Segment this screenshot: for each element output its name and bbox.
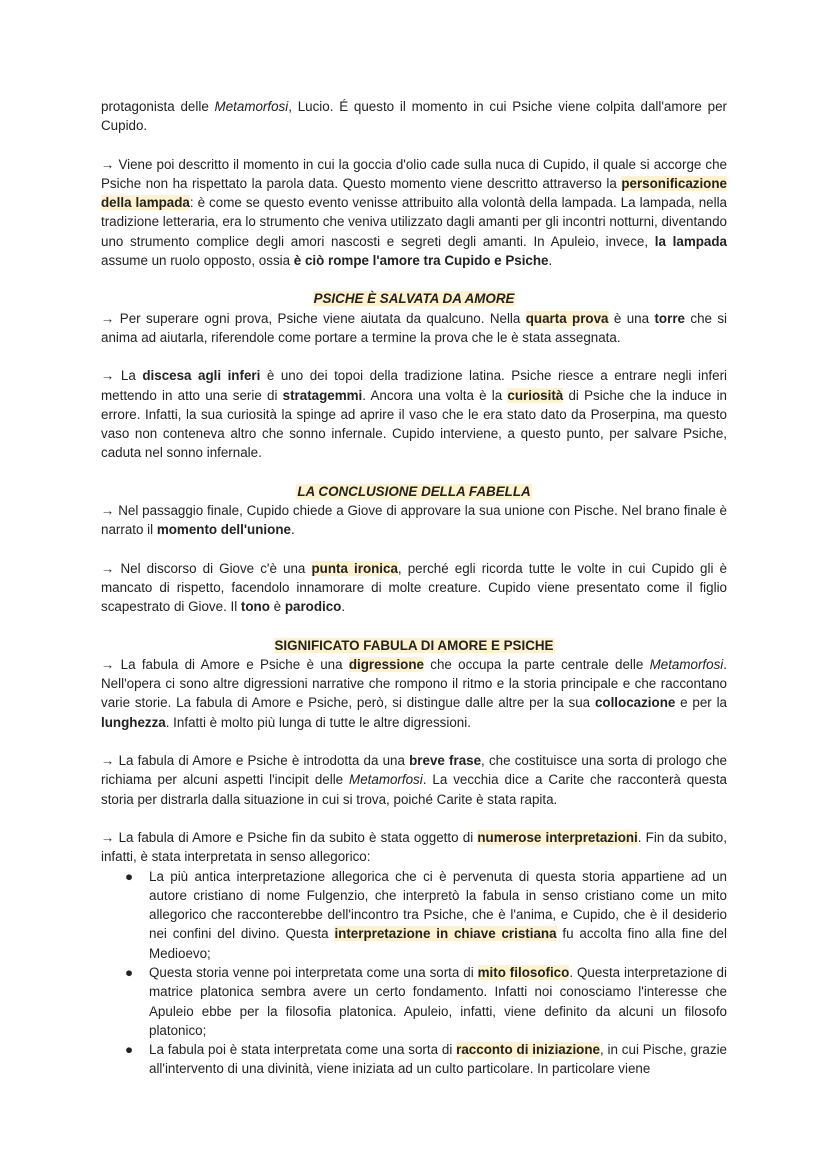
paragraph-digressione: → La fabula di Amore e Psiche è una digressione che occupa la parte centrale delle Metamorfosi. Nell'opera ci sono altre digressioni narrative che rompono il ritmo e la storia principale e che raccontano varie storie. La fabula di Amore e Psiche, però, si distingue dalle altre per la sua collocazione e per la lunghezza. Infatti è molto più lunga di tutte le altre digressioni. <box>101 656 728 730</box>
spacer <box>101 732 727 751</box>
section-heading: LA CONCLUSIONE DELLA FABELLA <box>297 483 531 499</box>
paragraph-passaggio-finale: → Nel passaggio finale, Cupido chiede a Giove di approvare la sua unione con Pische. Nel brano finale è narrato il momento dell'unione. <box>101 503 727 538</box>
list-item: ● Questa storia venne poi interpretata come una sorta di mito filosofico. Questa interpretazione di matrice platonica sembra avere un certo fondamento. Infatti noi conosciamo l'interesse che Apuleio ebbe per la filosofia platonica. Apuleio, infatti, viene definito da alcuni un filosofo platonico; <box>125 964 727 1038</box>
italic-title: Metamorfosi <box>349 772 423 788</box>
spacer <box>101 540 727 559</box>
bold-term: parodico <box>284 599 342 615</box>
bold-term: momento dell'unione <box>156 522 291 538</box>
spacer <box>101 347 727 366</box>
section-heading: SIGNIFICATO FABULA DI AMORE E PSICHE <box>274 637 554 653</box>
bullet-icon: ● <box>125 964 134 980</box>
spacer <box>101 463 727 482</box>
highlight-term: punta ironica <box>311 560 398 576</box>
bold-term: collocazione <box>594 695 676 711</box>
paragraph-interpretazioni: → La fabula di Amore e Psiche fin da subito è stata oggetto di numerose interpretazioni. Fin da subito, infatti, è stata interpretata in senso allegorico: <box>101 829 727 865</box>
bold-term: discesa agli inferi <box>142 368 261 384</box>
highlight-term: racconto di iniziazione <box>456 1042 600 1058</box>
list-item: ● La fabula poi è stata interpretata come una sorta di racconto di iniziazione, in cui Pische, grazie all'intervento di una divinità, viene iniziata ad un culto particolare. In particolare viene <box>125 1042 727 1077</box>
italic-title: Metamorfosi <box>649 656 724 672</box>
list-item: ● La più antica interpretazione allegorica che ci è pervenuta di questa storia appartiene ad un autore cristiano di nome Fulgenzio, che interpretò la fabula in senso cristiano come un mito allegorico che racconterebbe dell'incontro tra Psiche, che è l'anima, e Cupido, che è il desiderio nei confini del divino. Questa interpretazione in chiave cristiana fu accolta fino alla fine del Medioevo; <box>125 868 727 961</box>
document-body <box>101 97 727 1079</box>
paragraph-discesa: → La discesa agli inferi è uno dei topoi della tradizione latina. Psiche riesce a entrare negli inferi mettendo in atto una serie di stratagemmi. Ancora una volta è la curiosità di Psiche che la induce in errore. Infatti, la sua curiosità la spinge ad aprire il vaso che le era stato dato da Proserpina, ma questo vaso non conteneva altro che sonno infernale. Cupido interviene, a questo punto, per salvare Psiche, caduta nel sonno infernale. <box>101 368 728 461</box>
bold-term: stratagemmi <box>282 387 363 403</box>
paragraph-quarta-prova: → Per superare ogni prova, Psiche viene aiutata da qualcuno. Nella quarta prova è una torre che si anima ad aiutarla, riferendole come portare a termine la prova che le è stata assegnata. <box>101 310 728 345</box>
section-heading: PSICHE È SALVATA DA AMORE <box>313 291 515 307</box>
bold-term: è ciò rompe l'amore tra Cupido e Psiche <box>293 253 549 269</box>
paragraph-lampada: → Viene poi descritto il momento in cui la goccia d'olio cade sulla nuca di Cupido, il quale si accorge che Psiche non ha rispettato la parola data. Questo momento viene descritto attraverso la personificazione della lampada: è come se questo evento venisse attribuito alla volontà della lampada. La lampada, nella tradizione letteraria, era lo strumento che veniva utilizzato dagli amanti per gli incontri notturni, diventando uno strumento complice degli amori nascosti e segreti degli amanti. In Apuleio, invece, la lampada assume un ruolo opposto, ossia è ciò rompe l'amore tra Cupido e Psiche. <box>101 156 727 269</box>
highlight-term: digressione <box>348 656 424 672</box>
bold-term: torre <box>654 310 685 326</box>
highlight-term: interpretazione in chiave cristiana <box>334 926 557 942</box>
highlight-term: numerose interpretazioni <box>477 829 638 845</box>
highlight-term: curiosità <box>507 387 564 403</box>
highlight-term: personificazione della lampada <box>101 175 727 211</box>
paragraph-intro: protagonista delle Metamorfosi, Lucio. É questo il momento in cui Psiche viene colpita dall'amore per Cupido. <box>101 99 727 134</box>
highlight-term: quarta prova <box>525 310 609 326</box>
bullet-icon: ● <box>125 868 134 884</box>
paragraph-prologo: → La fabula di Amore e Psiche è introdotta da una breve frase, che costituisce una sorta di prologo che richiama per alcuni aspetti l'incipit delle Metamorfosi. La vecchia dice a Carite che racconterà questa storia per distrarla dalla situazione in cui si trova, poiché Carite è stata rapita. <box>101 753 727 807</box>
bold-term: lunghezza <box>101 714 166 730</box>
spacer <box>101 136 727 155</box>
bold-term: breve frase <box>409 753 482 769</box>
spacer <box>101 617 727 636</box>
spacer <box>101 809 727 828</box>
bold-term: tono <box>240 599 270 615</box>
paragraph-giove: → Nel discorso di Giove c'è una punta ironica, perché egli ricorda tutte le volte in cui Cupido gli è mancato di rispetto, facendolo innamorare di molte creature. Cupido viene presentato come il figlio scapestrato di Giove. Il tono è parodico. <box>101 560 727 615</box>
spacer <box>101 270 727 289</box>
highlight-term: mito filosofico <box>477 964 570 980</box>
interpretations-list <box>101 867 727 1079</box>
bold-term: la lampada <box>654 233 727 249</box>
italic-title: Metamorfosi <box>214 99 289 114</box>
bullet-icon: ● <box>125 1042 134 1058</box>
